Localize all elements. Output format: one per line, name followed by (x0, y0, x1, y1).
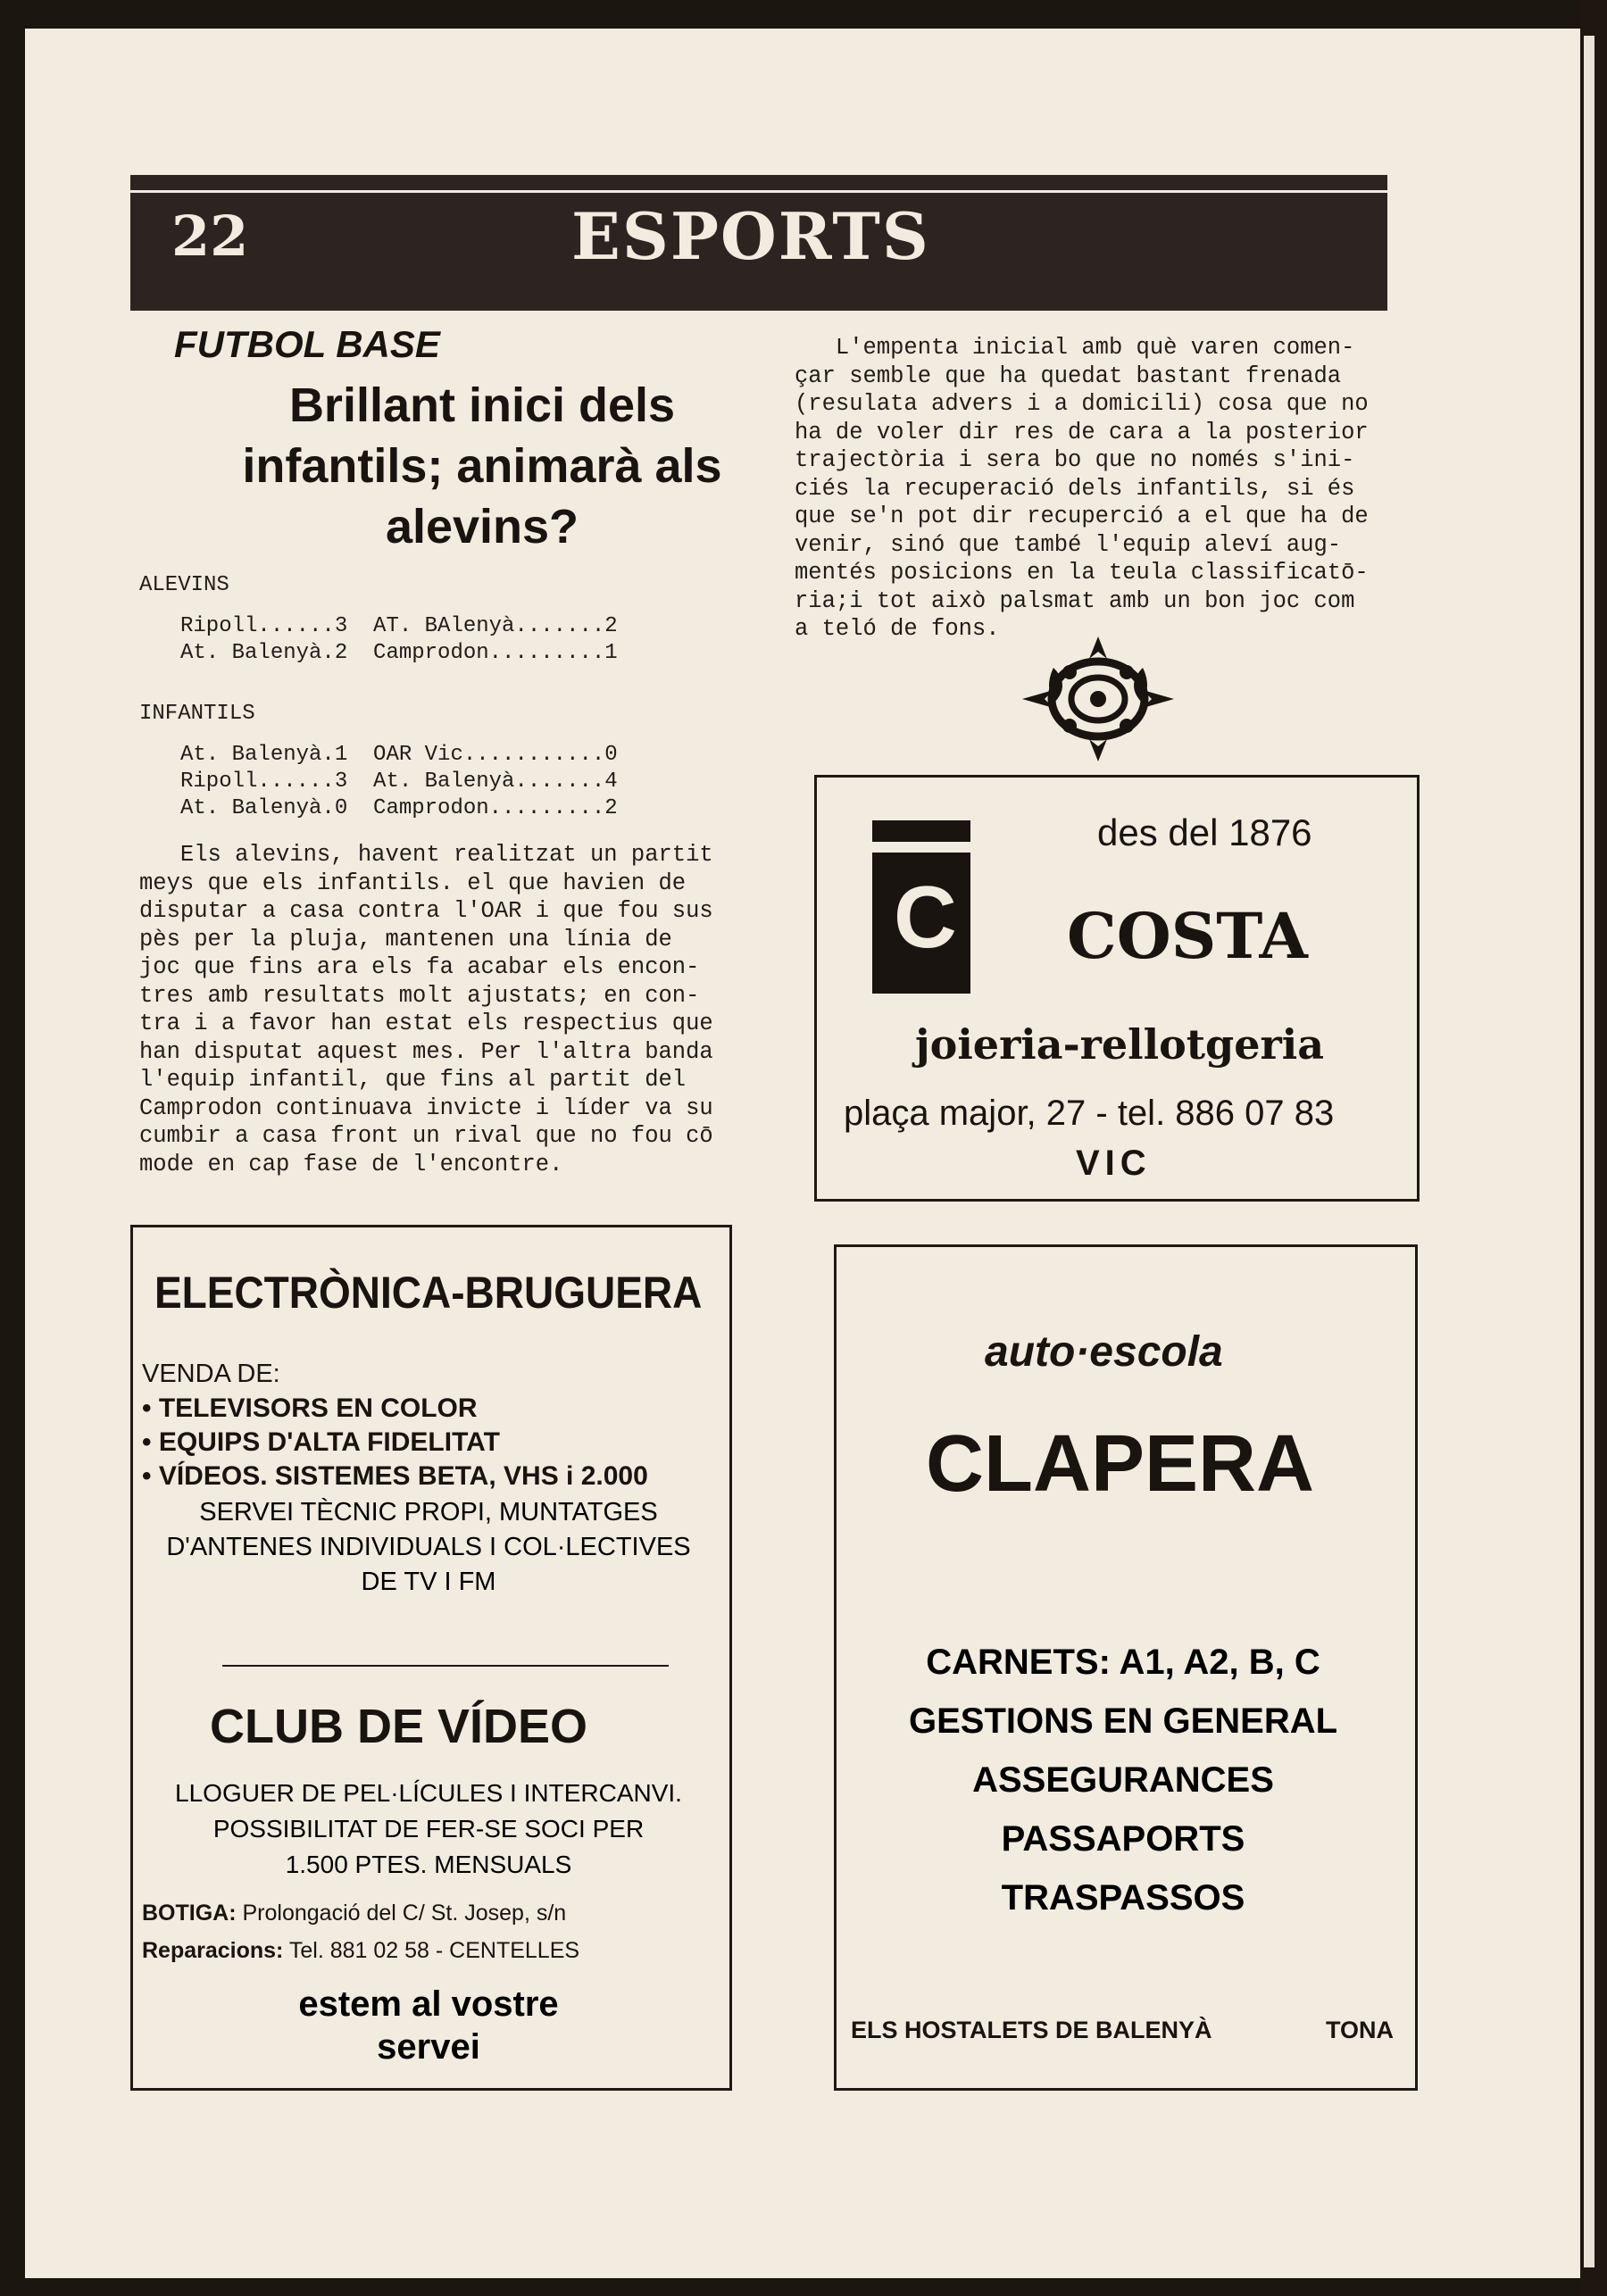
body-line: disputar a casa contra l'OAR i que fou sus (139, 898, 713, 924)
service-line: D'ANTENES INDIVIDUALS I COL·LECTIVES (166, 1533, 691, 1561)
reparacions-line (142, 1938, 579, 1964)
body-line: (resulata advers i a domicili) cosa que no (795, 391, 1369, 417)
costa-business: joieria-rellotgeria (915, 1020, 1325, 1069)
body-line: mode en cap fase de l'encontre. (139, 1151, 563, 1177)
ad-costa (814, 775, 1420, 1202)
clapera-services (837, 1633, 1410, 1927)
bruguera-venda-label: VENDA DE: (142, 1360, 280, 1388)
article-kicker: FUTBOL BASE (174, 323, 440, 365)
body-line: han disputat aquest mes. Per l'altra banda (139, 1038, 713, 1065)
result-row: Ripoll......3 AT. BAlenyà.......2 (180, 614, 618, 638)
alevins-label: ALEVINS (139, 573, 229, 597)
clapera-location-left: ELS HOSTALETS DE BALENYÀ (851, 2017, 1212, 2043)
service-item: PASSAPORTS (1001, 1819, 1245, 1859)
service-line: SERVEI TÈCNIC PROPI, MUNTATGES (199, 1498, 658, 1527)
costa-since: des del 1876 (1097, 811, 1312, 853)
body-line: ha de voler dir res de cara a la posterior (795, 419, 1369, 445)
bruguera-name: ELECTRÒNICA-BRUGUERA (154, 1268, 703, 1318)
article-body-right (795, 334, 1369, 644)
club-details (133, 1776, 724, 1883)
headline-line: Brillant inici dels (288, 379, 676, 432)
costa-name: COSTA (1067, 899, 1308, 973)
article-body-left (139, 841, 713, 1178)
costa-town: VIC (1076, 1144, 1152, 1183)
header-rule (130, 190, 1387, 193)
section-title: ESPORTS (571, 198, 930, 274)
article-headline (196, 375, 768, 557)
infantils-label: INFANTILS (139, 702, 255, 726)
ornament-icon (1018, 632, 1178, 766)
body-line: cumbir a casa front un rival que no fou cō (139, 1123, 713, 1149)
body-line: que se'n pot dir recuperció a el que ha de (795, 503, 1369, 529)
body-line: a teló de fons. (795, 616, 1000, 642)
body-line: trajectòria i sera bo que no només s'ini- (795, 447, 1355, 473)
service-item: TRASPASSOS (1001, 1878, 1245, 1917)
club-line: 1.500 PTES. MENSUALS (285, 1851, 572, 1878)
body-line: ria;i tot això palsmat amb un bon joc com (795, 587, 1355, 614)
bruguera-item: • VÍDEOS. SISTEMES BETA, VHS i 2.000 (142, 1461, 648, 1491)
result-row: Ripoll......3 At. Balenyà.......4 (180, 769, 618, 794)
costa-logo-letter: C (894, 868, 957, 966)
body-line: mentés posicions en la teula classificatō- (795, 560, 1369, 586)
result-row: At. Balenyà.2 Camprodon.........1 (180, 641, 618, 665)
bruguera-item: • TELEVISORS EN COLOR (142, 1393, 478, 1423)
club-title: CLUB DE VÍDEO (210, 1700, 588, 1753)
club-line: POSSIBILITAT DE FER-SE SOCI PER (212, 1815, 645, 1843)
page-number: 22 (171, 204, 249, 269)
clapera-location-right: TONA (1326, 2017, 1395, 2043)
body-line: venir, sinó que també l'equip aleví aug- (795, 531, 1342, 558)
result-row: At. Balenyà.1 OAR Vic...........0 (180, 743, 618, 767)
ad-bruguera (130, 1225, 732, 2091)
body-line: meys que els infantils. el que havien de (139, 869, 687, 896)
bruguera-item: • EQUIPS D'ALTA FIDELITAT (142, 1427, 500, 1457)
headline-line: alevins? (385, 500, 579, 553)
closing-line: estem al vostre (298, 1984, 559, 2024)
clapera-tag: auto·escola (985, 1328, 1223, 1376)
closing-line: servei (377, 2027, 480, 2067)
botiga-label: BOTIGA: (142, 1901, 237, 1926)
club-line: LLOGUER DE PEL·LÍCULES I INTERCANVI. (175, 1779, 682, 1807)
body-line: joc que fins ara els fa acabar els encon- (139, 954, 700, 980)
costa-address: plaça major, 27 - tel. 886 07 83 (844, 1094, 1335, 1133)
service-item: CARNETS: A1, A2, B, C (926, 1643, 1320, 1682)
body-line: l'equip infantil, que fins al partit del (139, 1067, 687, 1093)
body-line: Camprodon continuava invicte i líder va su (139, 1094, 713, 1121)
clapera-name: CLAPERA (926, 1419, 1315, 1509)
service-item: GESTIONS EN GENERAL (908, 1701, 1338, 1741)
body-line: pès per la pluja, mantenen una línia de (139, 926, 672, 953)
result-row: At. Balenyà.0 Camprodon.........2 (180, 796, 618, 820)
body-line: ciés la recuperació dels infantils, si és (795, 475, 1355, 502)
service-item: ASSEGURANCES (972, 1760, 1274, 1800)
botiga-value: Prolongació del C/ St. Josep, s/n (242, 1901, 567, 1926)
headline-line: infantils; animarà als (242, 439, 722, 493)
bruguera-closing (133, 1983, 724, 2068)
ad-clapera (834, 1244, 1418, 2091)
divider (222, 1665, 669, 1667)
body-line: çar semble que ha quedat bastant frenada (795, 362, 1342, 389)
body-line: tra i a favor han estat els respectius que (139, 1011, 713, 1036)
body-line: tres amb resultats molt ajustats; en con- (139, 982, 700, 1009)
body-line: L'empenta inicial amb què varen comen- (795, 335, 1355, 361)
botiga-line (142, 1901, 566, 1926)
service-line: DE TV I FM (361, 1568, 496, 1596)
reparacions-value: Tel. 881 02 58 - CENTELLES (288, 1938, 580, 1963)
body-line: Els alevins, havent realitzat un partit (139, 842, 713, 868)
bruguera-service (133, 1495, 724, 1600)
reparacions-label: Reparacions: (142, 1938, 284, 1963)
page-edge (1584, 36, 1595, 2267)
